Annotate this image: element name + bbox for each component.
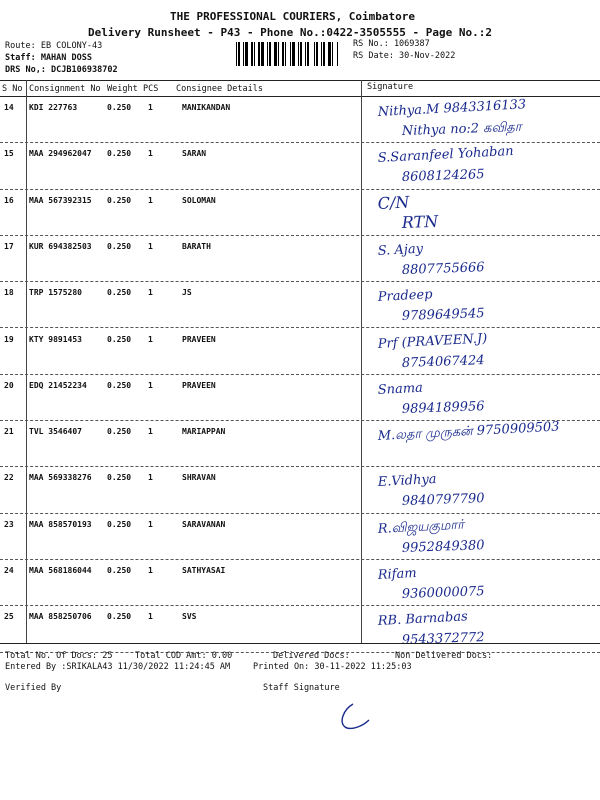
- weight-cell: 0.250: [107, 195, 132, 205]
- weight-cell: 0.250: [107, 427, 132, 437]
- consignment-cell: MAA 569338276: [29, 473, 92, 483]
- signature-line-2: RTN: [401, 211, 439, 232]
- non-delivered-docs: Non Delivered Docs:: [395, 651, 493, 661]
- col-header-sno: S No: [2, 84, 23, 94]
- sno-cell: 14: [4, 103, 14, 112]
- consignment-cell: MAA 858250706: [29, 612, 92, 622]
- table-row: [0, 236, 600, 282]
- weight-cell: 0.250: [107, 241, 132, 251]
- signature-line-1: RB. Barnabas: [377, 609, 469, 630]
- weight-cell: 0.250: [107, 380, 132, 390]
- table-row: [0, 606, 600, 652]
- verified-by-label: Verified By: [5, 683, 62, 693]
- consignee-cell: MARIAPPAN: [182, 427, 226, 437]
- weight-cell: 0.250: [107, 334, 132, 344]
- signature-line-2: 8754067424: [401, 352, 485, 371]
- col-header-pcs: PCS: [143, 84, 159, 94]
- col-header-consignee: Consignee Details: [176, 84, 263, 94]
- handwritten-signature: [362, 419, 598, 465]
- table-row: [0, 282, 600, 328]
- pcs-cell: 1: [148, 519, 153, 529]
- pcs-cell: 1: [148, 380, 153, 390]
- signature-line-1: Rifam: [377, 565, 417, 583]
- signature-line-1: M.லதா முருகன் 9750909503: [377, 419, 560, 445]
- sno-cell: 23: [4, 519, 14, 529]
- sno-cell: 24: [4, 566, 14, 575]
- col-header-consignment: Consignment No: [29, 84, 101, 94]
- consignee-cell: SVS: [182, 612, 197, 622]
- table-row: [0, 329, 600, 375]
- handwritten-signature: [362, 284, 598, 326]
- pcs-cell: 1: [148, 149, 153, 159]
- sno-cell: 17: [4, 241, 14, 251]
- sno-cell: 15: [4, 149, 14, 159]
- staff-signature-label: Staff Signature: [263, 683, 340, 693]
- consignment-cell: KDI 227763: [29, 103, 78, 112]
- signature-line-2: 8608124265: [401, 167, 485, 186]
- consignment-cell: TVL 3546407: [29, 427, 82, 437]
- signature-line-2: 9789649545: [401, 306, 485, 325]
- consignment-cell: MAA 858570193: [29, 519, 92, 529]
- consignment-cell: MAA 567392315: [29, 195, 92, 205]
- weight-cell: 0.250: [107, 103, 132, 112]
- consignee-cell: PRAVEEN: [182, 334, 216, 344]
- sno-cell: 25: [4, 612, 14, 622]
- signature-line-1: S.Saranfeel Yohaban: [377, 144, 514, 167]
- table-row: [0, 190, 600, 236]
- signature-line-2: 9543372772: [401, 630, 485, 649]
- pcs-cell: 1: [148, 288, 153, 298]
- table-row: [0, 143, 600, 189]
- delivered-docs: Delivered Docs:: [273, 651, 350, 661]
- signature-line-2: 8807755666: [401, 260, 485, 278]
- consignment-cell: MAA 568186044: [29, 566, 92, 575]
- table-row: [0, 467, 600, 513]
- handwritten-signature: [362, 192, 598, 234]
- drs-number: DRS No,: DCJB106938702: [5, 65, 118, 75]
- sno-cell: 16: [4, 195, 14, 205]
- barcode-image: [236, 42, 344, 66]
- signature-line-1: C/N: [377, 191, 410, 213]
- handwritten-signature: [362, 516, 598, 558]
- handwritten-signature: [362, 469, 598, 511]
- pcs-cell: 1: [148, 473, 153, 483]
- weight-cell: 0.250: [107, 612, 132, 622]
- pcs-cell: 1: [148, 103, 153, 112]
- signature-line-2: 9840797790: [401, 491, 485, 510]
- handwritten-signature: [362, 238, 598, 280]
- signature-line-1: Prf (PRAVEEN.J): [377, 330, 488, 352]
- sno-cell: 22: [4, 473, 14, 483]
- signature-line-2: 9952849380: [401, 537, 485, 556]
- rs-number: RS No.: 1069387: [353, 39, 430, 49]
- table-row: [0, 514, 600, 560]
- consignee-cell: SHRAVAN: [182, 473, 216, 483]
- table-row: [0, 560, 600, 606]
- total-docs: Total No. Of Docs: 25: [5, 651, 113, 661]
- pcs-cell: 1: [148, 612, 153, 622]
- table-top-border: [0, 80, 600, 81]
- company-title: THE PROFESSIONAL COURIERS, Coimbatore: [170, 10, 416, 23]
- sno-cell: 18: [4, 288, 14, 298]
- consignee-cell: SOLOMAN: [182, 195, 216, 205]
- pcs-cell: 1: [148, 427, 153, 437]
- handwritten-signature: [362, 331, 598, 373]
- consignment-cell: EDQ 21452234: [29, 380, 87, 390]
- table-row: [0, 97, 600, 143]
- pcs-cell: 1: [148, 566, 153, 575]
- table-bottom-border: [0, 643, 600, 644]
- consignee-cell: JS: [182, 288, 192, 298]
- table-row: [0, 375, 600, 421]
- rs-date: RS Date: 30-Nov-2022: [353, 51, 456, 61]
- weight-cell: 0.250: [107, 288, 132, 298]
- printed-on: Printed On: 30-11-2022 11:25:03: [253, 662, 412, 672]
- consignee-cell: SATHYASAI: [182, 566, 226, 575]
- signature-line-1: E.Vidhya: [377, 472, 437, 491]
- consignee-cell: PRAVEEN: [182, 380, 216, 390]
- handwritten-signature: [362, 145, 598, 187]
- consignee-cell: SARAN: [182, 149, 207, 159]
- sno-cell: 20: [4, 380, 14, 390]
- consignee-cell: BARATH: [182, 241, 211, 251]
- signature-line-1: Pradeep: [377, 287, 433, 306]
- signature-line-1: R.விஜயகுமார்: [377, 517, 465, 537]
- pcs-cell: 1: [148, 334, 153, 344]
- weight-cell: 0.250: [107, 566, 132, 575]
- pcs-cell: 1: [148, 241, 153, 251]
- route-label: Route: EB COLONY-43: [5, 41, 103, 51]
- handwritten-signature: [362, 562, 598, 604]
- consignee-cell: SARAVANAN: [182, 519, 226, 529]
- signature-line-2: 9894189956: [401, 398, 485, 417]
- pcs-cell: 1: [148, 195, 153, 205]
- sno-cell: 21: [4, 427, 14, 437]
- consignment-cell: TRP 1575280: [29, 288, 82, 298]
- consignment-cell: KUR 694382503: [29, 241, 92, 251]
- consignment-cell: KTY 9891453: [29, 334, 82, 344]
- staff-label: Staff: MAHAN DOSS: [5, 53, 92, 63]
- col-header-signature: Signature: [367, 82, 414, 92]
- weight-cell: 0.250: [107, 519, 132, 529]
- handwritten-signature: [362, 377, 598, 419]
- staff-signature-mark: [335, 700, 375, 732]
- signature-line-2: Nithya no:2 கவிதா: [401, 119, 522, 139]
- consignee-cell: MANIKANDAN: [182, 103, 231, 112]
- sno-cell: 19: [4, 334, 14, 344]
- runsheet-subtitle: Delivery Runsheet - P43 - Phone No.:0422-3505555 - Page No.:2: [88, 26, 492, 39]
- total-cod: Total COD Amt: 0.00: [135, 651, 233, 661]
- signature-line-2: 9360000075: [401, 584, 485, 602]
- signature-line-1: Nithya.M 9843316133: [377, 97, 527, 120]
- table-row: [0, 421, 600, 467]
- consignment-cell: MAA 294962047: [29, 149, 92, 159]
- col-header-weight: Weight: [107, 84, 138, 94]
- signature-line-1: Snama: [377, 380, 424, 398]
- entered-by: Entered By :SRIKALA43 11/30/2022 11:24:45 AM: [5, 662, 231, 672]
- weight-cell: 0.250: [107, 149, 132, 159]
- signature-line-1: S. Ajay: [377, 241, 424, 259]
- handwritten-signature: [362, 99, 598, 141]
- weight-cell: 0.250: [107, 473, 132, 483]
